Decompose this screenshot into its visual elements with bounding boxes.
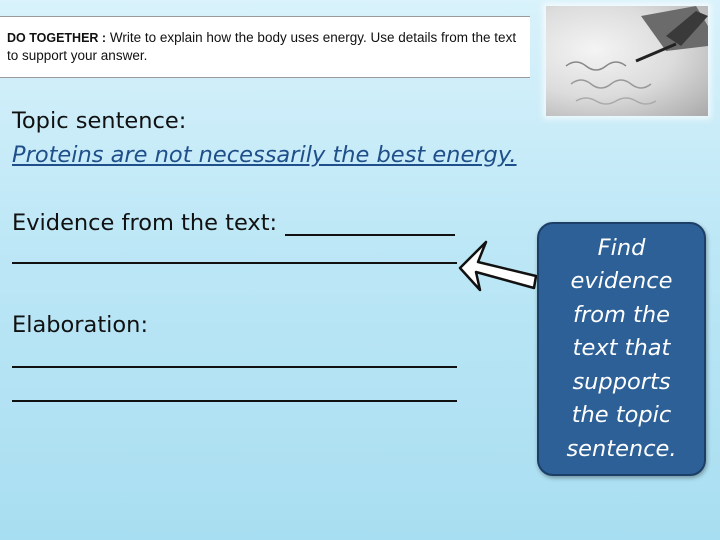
evidence-blank-2[interactable] <box>12 262 457 264</box>
elaboration-blank-1[interactable] <box>12 366 457 368</box>
instruction-label: DO TOGETHER : <box>7 31 107 45</box>
evidence-blank-1[interactable] <box>285 214 455 236</box>
callout-text: Find evidence from the text that supports the topic sentence. <box>566 234 677 462</box>
instruction-body: Write to explain how the body uses energy. Use details from the text to support your answer. <box>7 30 517 63</box>
callout-box <box>537 222 706 476</box>
hand-writing-photo <box>546 6 708 116</box>
instruction-text <box>7 29 522 65</box>
hand-writing-icon <box>546 6 708 116</box>
instruction-box <box>0 16 530 78</box>
elaboration-blank-2[interactable] <box>12 400 457 402</box>
arrow-left-icon <box>458 228 538 298</box>
evidence-label: Evidence from the text: <box>12 210 278 236</box>
topic-label: Topic sentence: <box>12 108 187 134</box>
topic-sentence: Proteins are not necessarily the best energy. <box>12 142 517 168</box>
elaboration-label: Elaboration: <box>12 312 149 338</box>
evidence-label-row <box>12 210 455 236</box>
